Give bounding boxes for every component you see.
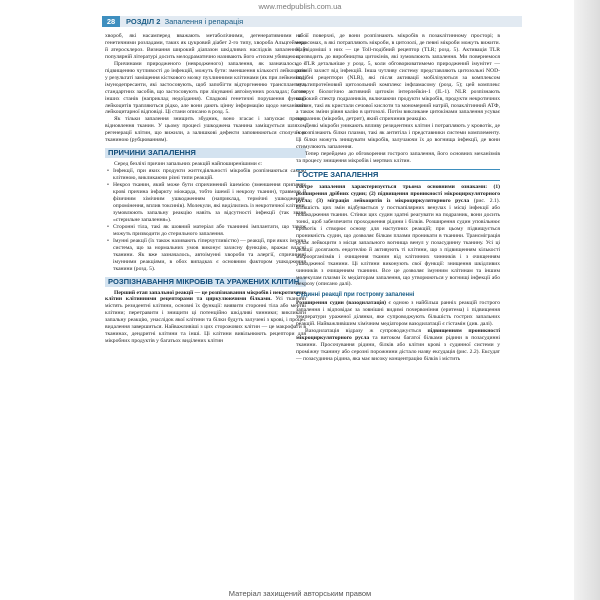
section-heading-causes: ПРИЧИНИ ЗАПАЛЕННЯ [105,148,306,158]
paragraph: Причинами природженого (невродженого) запалення, як зазначалось, є підвищенню чутливості до інфекцій, можуть бути: зменшення кількості лейкоцитів у результаті заміщення кісткового мозку пухлинними клітинами (як при лейкеміях); імунодепресанти, які застосовують, щоб запобігти відторгненню трансплантата, стандартних засобів, що застосовують при лікуванні автоімунних розладах; багато інших станів (наприклад недоїдання). Спадкові генетичні порушення функції лейкоцитів трапляються рідко, але вони дають цінну інформацію щодо механізмів лейкоцитарної відповіді. Ці стани описано в розд. 5. [105,60,306,116]
paragraph: Деякі мікроби уникають впливу резидентних клітин і потрапляють у кровотік, де їх розпізнають білки плазми, такі як антитіла і представники системи комплементу. Ці білки можуть знищувати мікробів, залучаючи їх до вогнища інфекції, де вони стимулюють запалення. [296,123,500,151]
section-heading-acute: ГОСТРЕ ЗАПАЛЕННЯ [296,169,500,181]
left-column [105,33,306,345]
chapter-label: РОЗДІЛ 2 [126,17,161,26]
copyright-footer: Матеріал захищений авторським правом [228,589,372,598]
bold-lead: Перший етап запальної реакції — це розпізнавання мікробів і некротичних клітин клітинними рецепторами та циркулюючими білками. [105,289,306,303]
site-url[interactable]: www.medpublish.com.ua [258,2,342,11]
bold-lead: Розширення судин (вазодилатація) [296,300,386,307]
chapter-title: Запалення і репарація [164,17,244,26]
subheading-vascular: Судинні реакції при гострому запаленні [296,292,415,299]
causes-list [105,168,306,272]
paragraph-text: Вазодилатація відразу ж супроводжується [305,328,428,335]
paragraph [296,184,500,288]
paragraph: на її поверхні, де вони розпізнають мікробів в позаклітинному просторі; в ендосомах, в які потрапляють мікроби, в цитозолі, де певні мікроби можуть вижити. Найвідоміші з них — це Toll-подібний рецептор (TLR; розд. 5). Активація TLR призводить до виробництва цитокінів, які зумовлюють запалення. Ми повернемося до TLR детальніше у розд. 5, коли обговорюватимемо природжений імунітет — ранній захист від інфекцій. Інша чутливу систему представляють цитозольні NOD-подібні рецептори (NLR), які після активації мобілізуються за комплексом мультипротеїновий цитозольний комплекс інфламасому (розд. 5); цей комплекс генерує біологічно активний цитокін інтерлейкін-1 (IL-1). NLR розпізнають широкий спектр подразників, включаючи продукти мікробів, продукти некротичних клітин, такі як кристали сечової кислоти та мономерний натрій, позаклітинний АТФ, а також зміни рівня калію в цитозолі. Потім викликане цитокінами запалення усуває подразник (мікроби, детрит), який спричинив реакцію. [296,33,500,123]
paragraph-text: є одною з найбільш ранніх реакцій гострого запалення і відповідає за зовнішні видимі почервоніння (еритема) і підвищення температури ураженої ділянки, яке супроводжують більшість гострих запальних реакцій. Найважливішим хімічним медіатором вазодилатації є гістамін (див. далі). [296,300,500,328]
list-item: • Інфекції, при яких продукти життєдіяльності мікробів розпізнаються самою клітиною, викликаючи різні типи реакцій. [113,168,306,182]
page-header [102,16,522,27]
paragraph: хвороб, які насамперед вважають метаболічними, дегенеративними або генетичними розладами, таких як цукровий діабет 2-го типу, хвороба Альцгеймера й атеросклероз. Визнання широкий діапазон шкідливих наслідків запалення, у популярній літературі досить мелодраматично називають його «тихим убивцею». [105,33,306,60]
chapter-heading [126,16,243,27]
list-item: • Імунні реакції (їх також називають гіперчутливістю) — реакції, при яких імунна система, що за нормальних умов виконує захисну функцію, вражає власні тканини. Як вже зазначалось, автоімунні хвороби та алергії, спричинені імунними реакціями, в обох випадках є основним фактором ушкодження тканини (розд. 5). [113,238,306,273]
paragraph [296,300,500,328]
section-heading-recognition: РОЗПІЗНАВАННЯ МІКРОБІВ ТА УРАЖЕНИХ КЛІТИН [105,277,306,287]
bold-lead: Гостре запалення характеризується трьома основними ознаками: (1) розширення дрібних судин; (2) підвищення проникності мікроциркуляторного русла; (3) міграція лейкоцитів із мікроциркуляторного русла [296,184,500,205]
list-item: • Сторонні тіла, такі як шовний матеріал або тканинні імплантати, що також можуть призводити до стерильного запалення. [113,224,306,238]
paragraph-text: та витоком багатої білками рідини в позасудинні тканини. Просочування рідини, білків або клітин крові з судинної системи у проміжну тканину або серозні порожнини дістало назву ексудація (рис. 2.2). Ексудат — позасудинна рідина, яка має високу концентрацію білків і містить [296,335,501,363]
paragraph [296,328,500,363]
bold-term: підвищенням проникності мікроциркуляторного русла [296,328,501,342]
page-number: 28 [102,16,120,27]
paragraph-text: (рис. 2.1). Більшість цих змін відбувається у посткапілярних венулах і місці інфекції або пошкодження тканин. Стінки цих судин здатні реагувати на подразник, вони досить тонкі, щоб забезпечити проходження рідини і білків. Розширення судин уповільнює кровотік і створює основу для наступних реакцій; при цьому підвищується проникність судин, що дозволяє білкам плазми проникати в тканини. Трансміграція рухає лейкоцити з місця запального вогнища венул у позасудинну тканину. Усі ці реакції досягають ендотелію й активують ті клітини, що з підвищенням кількості мікроорганізмів і очищення тканин від клітинних чинників і з очищенням ушкодженої тканини. Ці клітини виконують свої функції: знищення шкідливих чинників з очищенням тканини. Все це дозволяє імунним клітинам та іншим молекулам плазми їх медіаторам запалення, що утворюються у вогнищі інфекції або некрозу (описано далі). [296,198,500,288]
paragraph-text: Усі тканини містять резидентні клітини, основні їх функції: виявити сторонні тіла або мертві клітини; перетравити і знищити ці потенційно шкідливі чинники; викликати запальну реакцію, унаслідок якої клітини та білки будуть залучені з крові, і процес видалення завершиться. Найважливіші з цих сторожових клітин — це макрофаги в тканинах, дендритні клітини та інші. Ці клітини вивільнюють рецептори для мікробних продуктів у багатьох виділених клітин [105,296,306,345]
page-spine-shadow [574,0,600,600]
paragraph [105,290,306,346]
paragraph: Як тільки запалення знищить збудник, воно згасає і запускає процес відновлення тканин. У цьому процесі ушкоджена тканина заміщується шляхом регенерації клітин, що вижили, а залишкові дефекти заповнюються сполучною тканиною (рубцюванням). [105,116,306,144]
list-item: • Некроз тканин, який може бути спричинений ішемією (зменшення припливу крові причина інфаркту міокарда, тобто ішемії і некрозу тканин), травмою й фізичним хімічним ушкодженням (наприклад, термічні ушкодження, опромінення, вплив токсинів). Молекули, які виділились із некротичної клітини, зумовлюють запальну реакцію навіть за відсутності інфекції (так зване «стерильне запалення»). [113,182,306,224]
paragraph: Серед безлічі причин запальних реакцій найпоширенішими є: [114,161,263,168]
paragraph: Тепер перейдемо до обговорення гострого запалення, його основних механізмів та процесу знищення мікробів і мертвих клітин. [296,151,500,165]
right-column [296,33,500,363]
